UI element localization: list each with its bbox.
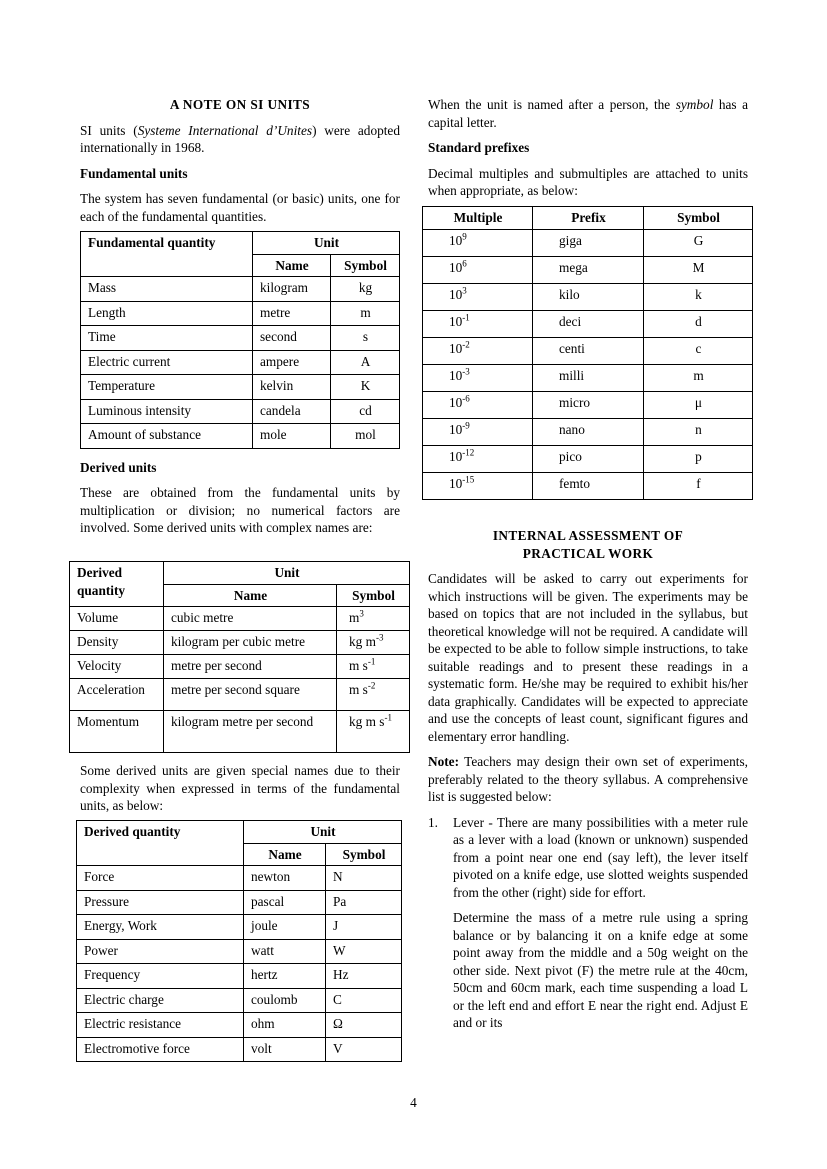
multiple-cell: $10^9$ — [423, 229, 533, 256]
table-row — [423, 418, 753, 445]
table-row — [423, 472, 753, 499]
col-name: Name — [253, 254, 331, 277]
quantity-cell: Luminous intensity — [81, 399, 253, 424]
col-name: Name — [164, 584, 337, 607]
table-row — [81, 424, 400, 449]
symbol-cell: d — [644, 310, 753, 337]
si-intro-paragraph: SI units (Systeme International d’Unites) were adopted internationally in 1968. — [80, 122, 400, 155]
col-symbol: Symbol — [337, 584, 410, 607]
symbol-cell: Hz — [326, 964, 402, 989]
quantity-cell: Time — [81, 326, 253, 351]
multiple-cell: $10^3$ — [423, 283, 533, 310]
prefix-cell: mega — [533, 256, 644, 283]
symbol-cell: kg $m^{-3}$ — [337, 631, 410, 655]
col-fundamental-quantity: Fundamental quantity — [81, 232, 253, 277]
symbol-cell: Pa — [326, 890, 402, 915]
table-row — [423, 445, 753, 472]
symbol-cell: m — [644, 364, 753, 391]
symbol-cell: f — [644, 472, 753, 499]
symbol-cell: N — [326, 866, 402, 891]
left-column — [80, 96, 400, 537]
quantity-cell: Mass — [81, 277, 253, 302]
table-row — [77, 915, 402, 940]
col-unit: Unit — [164, 562, 410, 585]
name-cell: candela — [253, 399, 331, 424]
symbol-cell: C — [326, 988, 402, 1013]
quantity-cell: Pressure — [77, 890, 244, 915]
special-units-section — [80, 762, 400, 815]
table-row — [423, 283, 753, 310]
symbol-cell: cd — [331, 399, 400, 424]
name-cell: kilogram per cubic metre — [164, 631, 337, 655]
table-row — [81, 375, 400, 400]
list-item-paragraph-2: Determine the mass of a metre rule using a spring balance or by balancing it on a knife edge at some point away from the middle and a 50g weight on the other side. Next pivot (F) the metre rule at the 40cm, 50cm and 60cm mark, each time suspending a load L or the left end and effort E near the right end. Adjust E and or its — [453, 910, 748, 1030]
table-row — [70, 679, 410, 711]
symbol-cell: kg — [331, 277, 400, 302]
name-cell: kilogram metre per second — [164, 711, 337, 753]
name-cell: watt — [244, 939, 326, 964]
symbol-cell: μ — [644, 391, 753, 418]
assessment-section — [428, 527, 748, 1032]
quantity-cell: Electric charge — [77, 988, 244, 1013]
fundamental-units-text: The system has seven fundamental (or basic) units, one for each of the fundamental quantities. — [80, 191, 400, 224]
table-row — [423, 337, 753, 364]
prefix-cell: femto — [533, 472, 644, 499]
symbol-cell: $m^3$ — [337, 607, 410, 631]
symbol-cell: Ω — [326, 1013, 402, 1038]
name-cell: metre per second — [164, 655, 337, 679]
table-row — [423, 229, 753, 256]
prefix-cell: pico — [533, 445, 644, 472]
col-prefix: Prefix — [533, 207, 644, 230]
col-symbol: Symbol — [644, 207, 753, 230]
derived-table-wrapper — [69, 561, 410, 753]
symbol-cell: J — [326, 915, 402, 940]
quantity-cell: Energy, Work — [77, 915, 244, 940]
name-cell: ohm — [244, 1013, 326, 1038]
name-cell: ampere — [253, 350, 331, 375]
prefix-table-wrapper — [422, 206, 753, 500]
col-unit: Unit — [244, 821, 402, 844]
special-units-table — [76, 820, 402, 1062]
name-cell: hertz — [244, 964, 326, 989]
quantity-cell: Density — [70, 631, 164, 655]
derived-units-table — [69, 561, 410, 753]
special-table-wrapper — [76, 820, 402, 1062]
table-row — [77, 1013, 402, 1038]
symbol-cell: mol — [331, 424, 400, 449]
multiple-cell: $10^{-2}$ — [423, 337, 533, 364]
table-row — [81, 350, 400, 375]
right-column — [428, 96, 748, 200]
standard-prefixes-text: Decimal multiples and submultiples are attached to units when appropriate, as below: — [428, 165, 748, 198]
table-row — [70, 631, 410, 655]
quantity-cell: Length — [81, 301, 253, 326]
quantity-cell: Electromotive force — [77, 1037, 244, 1062]
name-cell: metre — [253, 301, 331, 326]
note-paragraph: Note: Teachers may design their own set of experiments, preferably related to the theory syllabus. A comprehensive list is suggested below: — [428, 754, 748, 804]
name-cell: pascal — [244, 890, 326, 915]
multiple-cell: $10^{-6}$ — [423, 391, 533, 418]
standard-prefixes-heading: Standard prefixes — [428, 140, 530, 155]
quantity-cell: Frequency — [77, 964, 244, 989]
prefix-cell: giga — [533, 229, 644, 256]
name-cell: metre per second square — [164, 679, 337, 711]
quantity-cell: Electric resistance — [77, 1013, 244, 1038]
multiple-cell: $10^{-15}$ — [423, 472, 533, 499]
name-cell: cubic metre — [164, 607, 337, 631]
symbol-cell: K — [331, 375, 400, 400]
prefix-table-body — [423, 229, 753, 499]
col-derived-quantity: Derived quantity — [70, 562, 164, 607]
note-label: Note: — [428, 754, 460, 769]
assessment-title-line-1: INTERNAL ASSESSMENT OF — [492, 528, 684, 543]
prefix-cell: milli — [533, 364, 644, 391]
multiple-cell: $10^{-1}$ — [423, 310, 533, 337]
symbol-cell: M — [644, 256, 753, 283]
assessment-title-line-2: PRACTICAL WORK — [522, 545, 654, 561]
table-row — [81, 326, 400, 351]
name-cell: newton — [244, 866, 326, 891]
quantity-cell: Momentum — [70, 711, 164, 753]
prefix-cell: centi — [533, 337, 644, 364]
quantity-cell: Volume — [70, 607, 164, 631]
table-row — [77, 964, 402, 989]
name-cell: kilogram — [253, 277, 331, 302]
table-row — [81, 301, 400, 326]
symbol-cell: W — [326, 939, 402, 964]
name-cell: kelvin — [253, 375, 331, 400]
derived-units-text: These are obtained from the fundamental units by multiplication or division; no numerical factors are involved. Some derived units with complex names are: — [80, 485, 400, 535]
derived-units-heading: Derived units — [80, 459, 157, 475]
table-row — [423, 310, 753, 337]
col-symbol: Symbol — [326, 843, 402, 866]
page-number: 4 — [410, 1095, 417, 1110]
list-item — [428, 814, 748, 1032]
si-units-title: A NOTE ON SI UNITS — [169, 97, 311, 112]
table-row — [77, 939, 402, 964]
prefix-table — [422, 206, 753, 500]
multiple-cell: $10^6$ — [423, 256, 533, 283]
table-row — [70, 607, 410, 631]
prefix-cell: nano — [533, 418, 644, 445]
special-table-body — [77, 866, 402, 1062]
table-row — [70, 655, 410, 679]
prefix-cell: micro — [533, 391, 644, 418]
name-cell: volt — [244, 1037, 326, 1062]
name-cell: second — [253, 326, 331, 351]
list-item-number: 1. — [428, 814, 438, 830]
symbol-cell: m $s^{-2}$ — [337, 679, 410, 711]
symbol-cell: kg m $s^{-1}$ — [337, 711, 410, 753]
fundamental-units-table — [80, 231, 400, 449]
quantity-cell: Electric current — [81, 350, 253, 375]
table-row — [70, 711, 410, 753]
symbol-cell: k — [644, 283, 753, 310]
quantity-cell: Velocity — [70, 655, 164, 679]
symbol-cell: V — [326, 1037, 402, 1062]
quantity-cell: Amount of substance — [81, 424, 253, 449]
list-item-text: Lever - There are many possibilities with a meter rule as a lever with a load (known or unknown) suspended from a point near one end (say left), the lever itself pivoted on a knife edge, use slotted weights suspended from the other (right) side for effort. — [453, 814, 748, 900]
table-row — [77, 1037, 402, 1062]
derived-table-body — [70, 607, 410, 753]
symbol-cell: c — [644, 337, 753, 364]
quantity-cell: Force — [77, 866, 244, 891]
quantity-cell: Power — [77, 939, 244, 964]
capital-letter-paragraph: When the unit is named after a person, the symbol has a capital letter. — [428, 97, 749, 130]
fundamental-units-heading: Fundamental units — [80, 165, 188, 181]
multiple-cell: $10^{-9}$ — [423, 418, 533, 445]
table-row — [77, 890, 402, 915]
special-units-text: Some derived units are given special names due to their complexity when expressed in terms of the fundamental units, as below: — [80, 763, 400, 813]
table-row — [423, 256, 753, 283]
symbol-cell: G — [644, 229, 753, 256]
symbol-cell: m — [331, 301, 400, 326]
quantity-cell: Temperature — [81, 375, 253, 400]
symbol-cell: p — [644, 445, 753, 472]
col-symbol: Symbol — [331, 254, 400, 277]
name-cell: coulomb — [244, 988, 326, 1013]
assessment-paragraph: Candidates will be asked to carry out experiments for which instructions will be given. The experiments may be based on topics that are not included in the syllabus, but theoretical knowledge will not be required. A candidate will be expected to be able to follow simple instructions, to take suitable readings and to present these readings in a systematic form. He/she may be required to exhibit his/her data graphically. Candidates will be expected to appreciate and use the concepts of least count, significant figures and elementary error handling. — [428, 571, 748, 744]
table-row — [81, 277, 400, 302]
col-derived-quantity: Derived quantity — [77, 821, 244, 866]
fundamental-table-body — [81, 277, 400, 449]
symbol-cell: m $s^{-1}$ — [337, 655, 410, 679]
symbol-cell: s — [331, 326, 400, 351]
symbol-cell: A — [331, 350, 400, 375]
name-cell: joule — [244, 915, 326, 940]
prefix-cell: deci — [533, 310, 644, 337]
name-cell: mole — [253, 424, 331, 449]
table-row — [423, 364, 753, 391]
multiple-cell: $10^{-12}$ — [423, 445, 533, 472]
table-row — [423, 391, 753, 418]
quantity-cell: Acceleration — [70, 679, 164, 711]
col-multiple: Multiple — [423, 207, 533, 230]
multiple-cell: $10^{-3}$ — [423, 364, 533, 391]
table-row — [77, 866, 402, 891]
symbol-cell: n — [644, 418, 753, 445]
col-name: Name — [244, 843, 326, 866]
prefix-cell: kilo — [533, 283, 644, 310]
table-row — [77, 988, 402, 1013]
table-row — [81, 399, 400, 424]
col-unit: Unit — [253, 232, 400, 255]
